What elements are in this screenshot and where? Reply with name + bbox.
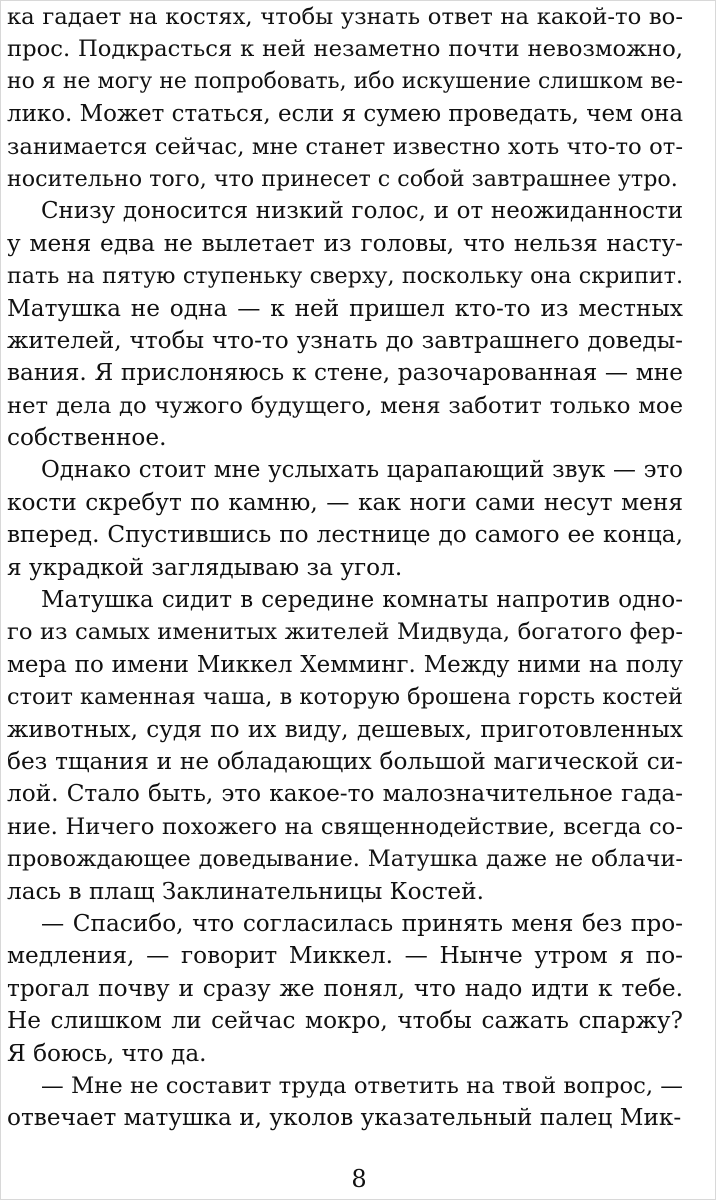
text-line-content: без тщания и не обладающих большой магической си- <box>7 747 683 775</box>
text-line-content: жителей, чтобы что-то узнать до завтрашнего доведы- <box>7 326 683 354</box>
text-line <box>7 616 683 648</box>
text-line-content: — Спасибо, что согласилась принять меня без про- <box>41 909 683 937</box>
text-line <box>7 487 683 519</box>
text-line-content: животных, судя по их виду, дешевых, приготовленных <box>7 715 683 743</box>
text-line <box>7 33 683 65</box>
text-line <box>7 1070 683 1102</box>
text-line-content: ка гадает на костях, чтобы узнать ответ на какой-то во- <box>7 4 683 30</box>
text-line-content: носительно того, что принесет с собой завтрашнее утро. <box>7 165 678 192</box>
text-line-content: отвечает матушка и, уколов указательный палец Мик- <box>7 1104 682 1132</box>
text-line <box>7 357 683 389</box>
text-line <box>7 681 683 713</box>
text-line <box>7 1 683 33</box>
text-line-content: Не слишком ли сейчас мокро, чтобы сажать спаржу? <box>7 1007 683 1035</box>
text-line <box>7 940 683 972</box>
text-line-content: лась в плащ Заклинательницы Костей. <box>7 877 484 905</box>
text-line <box>7 973 683 1005</box>
text-line <box>7 98 683 130</box>
text-line <box>7 1038 683 1070</box>
text-line <box>7 325 683 357</box>
text-line <box>7 908 683 940</box>
body-text <box>7 1 683 1135</box>
text-line-content: Я боюсь, что да. <box>7 1039 207 1067</box>
text-line <box>7 131 683 163</box>
text-line-content: вперед. Спустившись по лестнице до самого ее конца, <box>7 521 683 549</box>
text-line <box>7 422 683 454</box>
page-number: 8 <box>351 1165 367 1193</box>
text-line-content: Матушка не одна — к ней пришел кто-то из местных <box>7 294 683 322</box>
text-line-content: провождающее доведывание. Матушка даже не облачи- <box>7 846 683 873</box>
text-line <box>7 714 683 746</box>
text-line-content: Однако стоит мне услыхать царапающий звук — это <box>41 457 683 484</box>
text-line-content: занимается сейчас, мне станет известно хоть что-то от- <box>7 133 683 160</box>
text-line <box>7 1005 683 1037</box>
text-line-content: я украдкой заглядываю за угол. <box>7 553 403 581</box>
text-line <box>7 649 683 681</box>
text-line-content: Снизу доносится низкий голос, и от неожиданности <box>41 198 683 225</box>
text-line-content: лой. Стало быть, это какое-то малозначительное гада- <box>7 780 683 808</box>
text-line-content: прос. Подкрасться к ней незаметно почти невозможно, <box>7 36 683 63</box>
text-line <box>7 811 683 843</box>
text-line <box>7 746 683 778</box>
text-line-content: медления, — говорит Миккел. — Нынче утром я по- <box>7 942 683 970</box>
text-line <box>7 195 683 227</box>
text-line-content: трогал почву и сразу же понял, что надо идти к тебе. <box>7 974 683 1002</box>
text-line-content: вания. Я прислоняюсь к стене, разочарованная — мне <box>7 359 683 387</box>
text-line <box>7 843 683 875</box>
text-line-content: кости скребут по камню, — как ноги сами несут меня <box>7 488 683 516</box>
text-line-content: но я не могу не попробовать, ибо искушение слишком ве- <box>7 68 683 94</box>
text-line-content: лико. Может статься, если я сумею проведать, чем она <box>7 101 683 128</box>
text-line-content: стоит каменная чаша, в которую брошена горсть костей <box>7 684 683 711</box>
text-line <box>7 260 683 292</box>
text-line <box>7 1102 683 1134</box>
text-line-content: — Мне не составит труда ответить на твой вопрос, — <box>41 1072 683 1099</box>
text-line <box>7 778 683 810</box>
text-line <box>7 552 683 584</box>
text-line-content: собственное. <box>7 424 167 452</box>
text-line <box>7 454 683 486</box>
text-line <box>7 293 683 325</box>
text-line <box>7 584 683 616</box>
text-line <box>7 876 683 908</box>
text-line <box>7 66 683 98</box>
text-line <box>7 390 683 422</box>
text-line-content: у меня едва не вылетает из головы, что нельзя насту- <box>7 229 683 257</box>
text-line-content: нет дела до чужого будущего, меня заботит только мое <box>7 392 683 419</box>
text-line <box>7 228 683 260</box>
text-line-content: Матушка сидит в середине комнаты напротив одно- <box>41 587 683 614</box>
text-line <box>7 519 683 551</box>
text-line-content: ние. Ничего похожего на священнодействие, всегда со- <box>7 813 683 840</box>
text-line <box>7 163 683 195</box>
text-line-content: мера по имени Миккел Хемминг. Между ними на полу <box>7 651 683 678</box>
text-line-content: го из самых именитых жителей Мидвуда, богатого фер- <box>7 619 683 646</box>
text-line-content: пать на пятую ступеньку сверху, поскольку она скрипит. <box>7 263 683 290</box>
